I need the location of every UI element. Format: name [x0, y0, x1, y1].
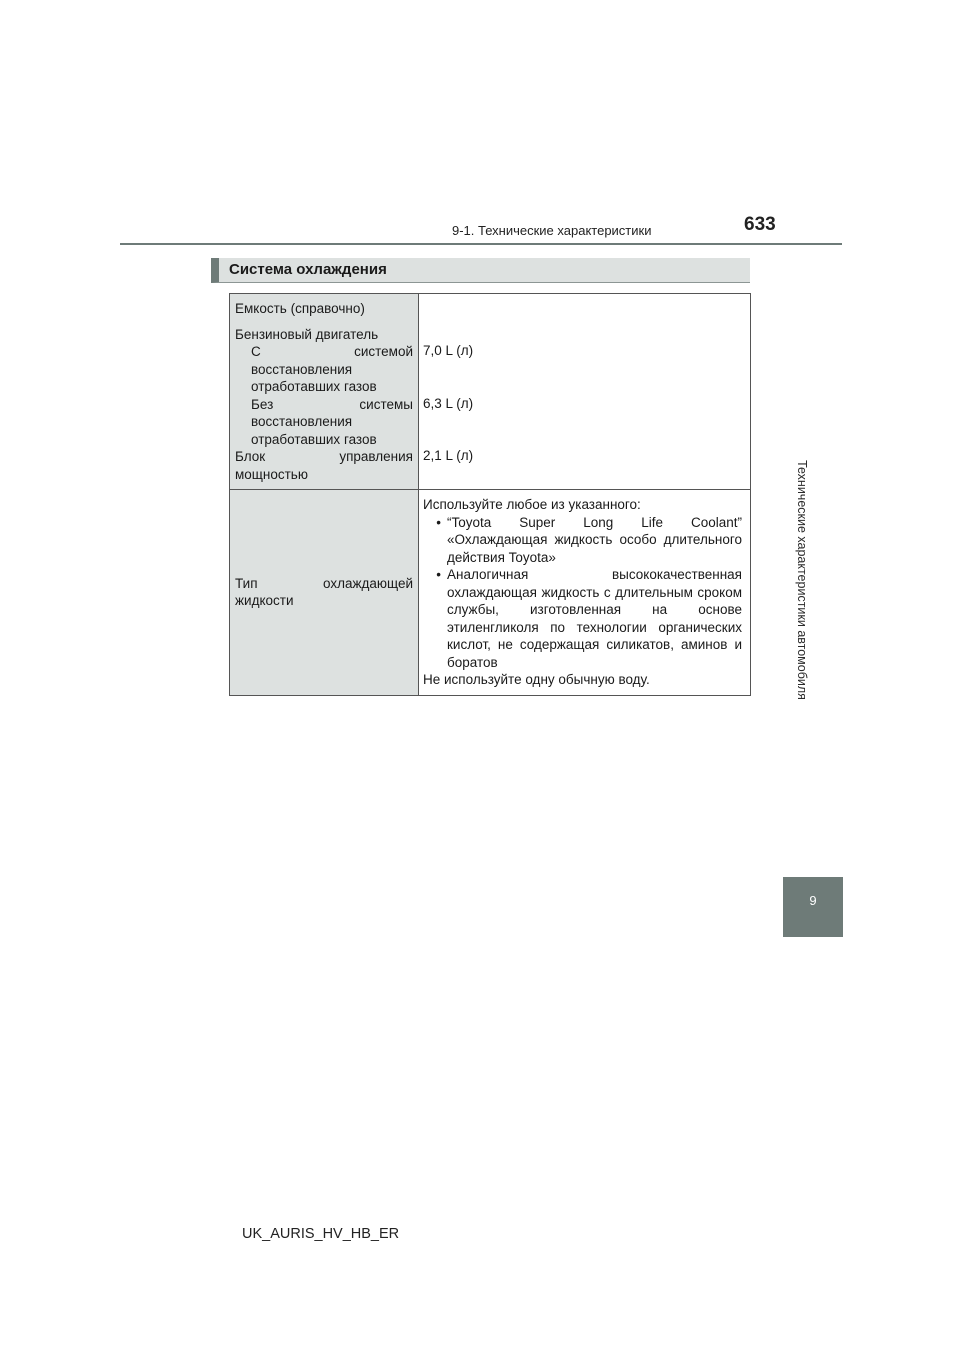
petrol-engine-label: Бензиновый двигатель: [235, 326, 379, 342]
with-egr-label-2: восстановления: [251, 361, 353, 377]
bullet-icon: •: [436, 567, 441, 582]
header-section-title: 9-1. Технические характеристики: [452, 223, 652, 238]
section-heading-bar: [211, 258, 750, 283]
pcu-label-1: Блок управления: [235, 449, 413, 464]
value-with-egr: 7,0 L (л): [423, 343, 474, 358]
value-without-egr: 6,3 L (л): [423, 395, 474, 411]
without-egr-label-3: отработавших газов: [251, 431, 377, 447]
value-pcu: 2,1 L (л): [423, 448, 474, 463]
header-divider: [120, 243, 842, 245]
table-row: [230, 294, 751, 490]
chapter-number: 9: [809, 893, 817, 908]
side-chapter-title: Технические характеристики автомобиля: [795, 460, 809, 700]
document-code: UK_AURIS_HV_HB_ER: [242, 1226, 400, 1242]
chapter-tab[interactable]: [783, 877, 843, 937]
coolant-type-label-cell: [230, 490, 419, 696]
page-number: 633: [744, 214, 776, 235]
section-title: Система охлаждения: [229, 261, 387, 278]
spec-table: [229, 293, 751, 696]
capacity-value-cell: [419, 294, 751, 490]
capacity-label-cell: [230, 294, 419, 490]
without-egr-label-1: Без системы: [251, 396, 413, 412]
coolant-option-2: Аналогичная высококачественная охлаждающая жидкость с длительным сроком службы, изготовленная на основе этиленгликоля по технологии органических кислот, не содержащая силикатов, аминов и боратов: [447, 567, 742, 670]
with-egr-label-1: С системой: [251, 344, 413, 359]
coolant-option-1: “Toyota Super Long Life Coolant” «Охлаждающая жидкость особо длительного действия Toyota»: [447, 514, 742, 565]
coolant-intro: Используйте любое из указанного:: [423, 497, 641, 512]
table-row: [230, 490, 751, 696]
coolant-type-label-1: Тип охлаждающей: [235, 575, 413, 591]
coolant-warning: Не используйте одну обычную воду.: [423, 672, 650, 687]
list-item: [423, 514, 742, 567]
with-egr-label-3: отработавших газов: [251, 379, 377, 394]
coolant-type-label-2: жидкости: [235, 593, 294, 609]
capacity-title: Емкость (справочно): [235, 301, 365, 316]
coolant-type-value-cell: [419, 490, 751, 696]
without-egr-label-2: восстановления: [251, 414, 353, 429]
list-item: [423, 566, 742, 671]
pcu-label-2: мощностью: [235, 466, 308, 482]
bullet-icon: •: [436, 514, 441, 530]
